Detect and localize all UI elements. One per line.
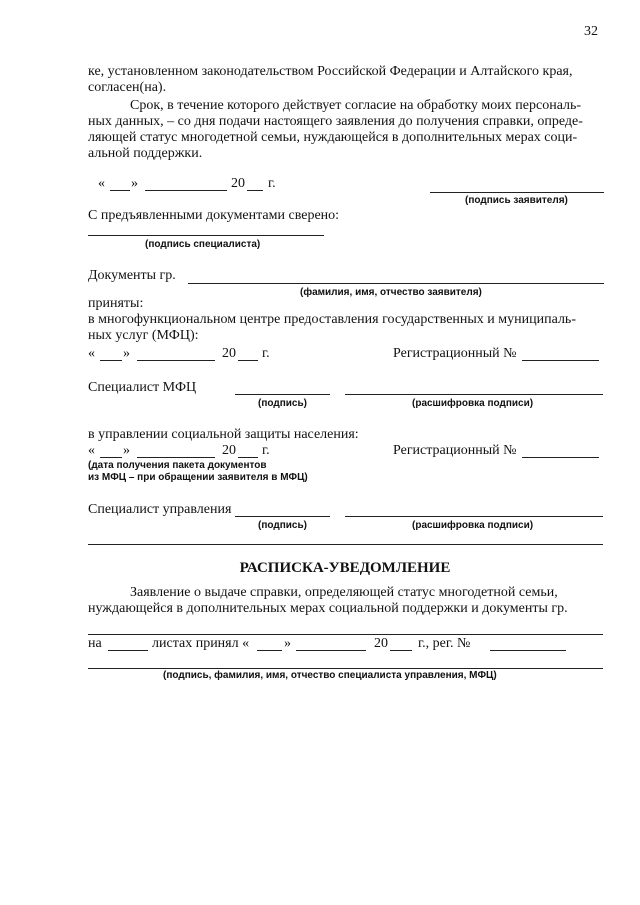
year-blank[interactable] [238, 457, 258, 458]
day-blank[interactable] [110, 190, 130, 191]
applicant-signature-line[interactable] [430, 192, 604, 193]
mfc-decode-caption: (расшифровка подписи) [412, 398, 534, 409]
paragraph-line: Срок, в течение которого действует согласие на обработку моих персональ- [130, 98, 582, 113]
month-blank[interactable] [137, 457, 215, 458]
paragraph-line: альной поддержки. [88, 146, 203, 161]
day-blank[interactable] [100, 360, 122, 361]
year-suffix: г. [262, 346, 270, 361]
usz-reg-number-line[interactable] [522, 457, 599, 458]
open-quote: « [88, 346, 95, 361]
close-quote: » [123, 346, 130, 361]
year-suffix: г. [262, 443, 270, 458]
close-quote: » [131, 176, 138, 191]
usz-date-note-1: (дата получения пакета документов [88, 460, 267, 471]
mfc-specialist-label: Специалист МФЦ [88, 380, 197, 395]
mfc-line-1: в многофункциональном центре предоставления государственных и муниципаль- [88, 312, 576, 327]
page-number: 32 [584, 24, 598, 39]
mfc-decode-line[interactable] [345, 394, 603, 395]
year-prefix: 20 [222, 346, 236, 361]
usz-line-1: в управлении социальной защиты населения: [88, 427, 359, 442]
fio-line[interactable] [188, 283, 604, 284]
applicant-signature-caption: (подпись заявителя) [465, 195, 568, 206]
usz-sign-caption: (подпись) [258, 520, 307, 531]
usz-specialist-label: Специалист управления [88, 502, 232, 517]
specialist-signature-line[interactable] [88, 235, 324, 236]
final-signature-line[interactable] [88, 668, 603, 669]
sheets-count-blank[interactable] [108, 650, 148, 651]
year-blank[interactable] [390, 650, 412, 651]
paragraph-line: согласен(на). [88, 80, 167, 95]
reg-number-blank[interactable] [490, 650, 566, 651]
usz-reg-label: Регистрационный № [393, 443, 517, 458]
year-suffix: г. [268, 176, 276, 191]
final-caption: (подпись, фамилия, имя, отчество специалиста управления, МФЦ) [163, 670, 497, 681]
paragraph-line: ке, установленном законодательством Российской Федерации и Алтайского края, [88, 64, 573, 79]
paragraph-line: ляющей статус многодетной семьи, нуждающейся в дополнительных мерах соци- [88, 130, 578, 145]
day-blank[interactable] [100, 457, 122, 458]
mfc-sign-line[interactable] [235, 394, 330, 395]
section-divider [88, 544, 603, 545]
sheets-label: листах принял « [152, 636, 250, 651]
year-prefix: 20 [222, 443, 236, 458]
usz-sign-line[interactable] [235, 516, 330, 517]
mfc-reg-label: Регистрационный № [393, 346, 517, 361]
receipt-title: РАСПИСКА-УВЕДОМЛЕНИЕ [239, 560, 451, 576]
documents-label: Документы гр. [88, 268, 176, 283]
fio-caption: (фамилия, имя, отчество заявителя) [300, 287, 482, 298]
month-blank[interactable] [296, 650, 366, 651]
usz-decode-line[interactable] [345, 516, 603, 517]
day-blank[interactable] [257, 650, 282, 651]
month-blank[interactable] [145, 190, 227, 191]
receipt-text-line-2: нуждающейся в дополнительных мерах социальной поддержки и документы гр. [88, 601, 568, 616]
year-prefix: 20 [374, 636, 388, 651]
accepted-label: приняты: [88, 296, 144, 311]
verified-label: С предъявленными документами сверено: [88, 208, 340, 223]
on-label: на [88, 636, 102, 651]
receipt-text-line-1: Заявление о выдаче справки, определяющей статус многодетной семьи, [130, 585, 558, 600]
mfc-line-2: ных услуг (МФЦ): [88, 328, 199, 343]
open-quote: « [88, 443, 95, 458]
mfc-sign-caption: (подпись) [258, 398, 307, 409]
month-blank[interactable] [137, 360, 215, 361]
open-quote: « [98, 176, 105, 191]
year-prefix: 20 [231, 176, 245, 191]
usz-decode-caption: (расшифровка подписи) [412, 520, 534, 531]
reg-label: г., рег. № [418, 636, 471, 651]
year-blank[interactable] [247, 190, 263, 191]
mfc-reg-number-line[interactable] [522, 360, 599, 361]
usz-date-note-2: из МФЦ – при обращении заявителя в МФЦ) [88, 472, 308, 483]
year-blank[interactable] [238, 360, 258, 361]
close-quote: » [123, 443, 130, 458]
paragraph-line: ных данных, – со дня подачи настоящего заявления до получения справки, опреде- [88, 114, 583, 129]
specialist-signature-caption: (подпись специалиста) [145, 239, 261, 250]
receipt-name-line[interactable] [88, 634, 603, 635]
close-quote: » [284, 636, 291, 651]
